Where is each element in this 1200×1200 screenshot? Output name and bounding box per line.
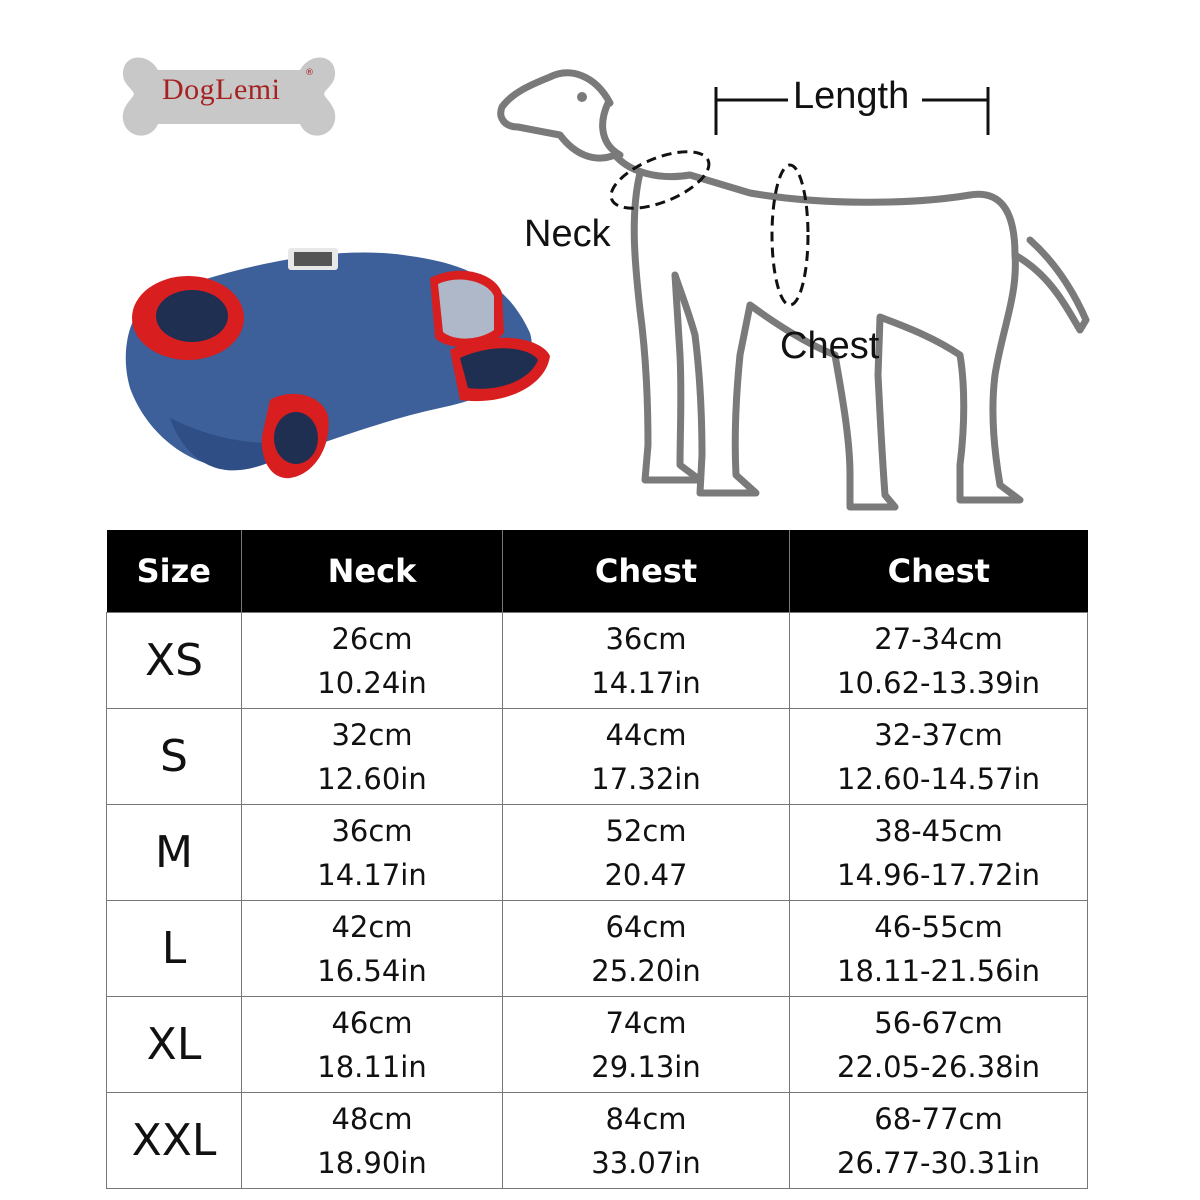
neck-cm: 36cm	[331, 813, 413, 848]
chest-range-cell	[790, 1093, 1088, 1189]
header-chest-range: Chest	[790, 530, 1088, 613]
size-cell: XL	[107, 997, 242, 1093]
table-row	[107, 901, 1088, 997]
neck-cm: 32cm	[331, 717, 413, 752]
neck-cell	[242, 997, 503, 1093]
chest-cm: 74cm	[605, 1005, 687, 1040]
neck-cm: 26cm	[331, 621, 413, 656]
table-row	[107, 1093, 1088, 1189]
chest-range-cm: 27-34cm	[874, 621, 1003, 656]
chest-range-cell	[790, 613, 1088, 709]
chest-in: 17.32in	[591, 761, 701, 796]
chest-range-cell	[790, 805, 1088, 901]
size-chart-table	[106, 530, 1088, 1189]
header-chest: Chest	[503, 530, 790, 613]
size-cell: XXL	[107, 1093, 242, 1189]
size-cell: M	[107, 805, 242, 901]
chest-range-cell	[790, 709, 1088, 805]
chest-cell	[503, 901, 790, 997]
neck-in: 14.17in	[317, 857, 427, 892]
neck-in: 18.11in	[317, 1049, 427, 1084]
neck-in: 10.24in	[317, 665, 427, 700]
size-cell: XS	[107, 613, 242, 709]
chest-range-cm: 68-77cm	[874, 1101, 1003, 1136]
chest-cell	[503, 997, 790, 1093]
chest-in: 14.17in	[591, 665, 701, 700]
chest-range-in: 26.77-30.31in	[837, 1145, 1040, 1180]
neck-in: 12.60in	[317, 761, 427, 796]
chest-range-cm: 32-37cm	[874, 717, 1003, 752]
neck-cm: 46cm	[331, 1005, 413, 1040]
chest-range-cm: 56-67cm	[874, 1005, 1003, 1040]
chest-range-in: 22.05-26.38in	[837, 1049, 1040, 1084]
neck-cell	[242, 1093, 503, 1189]
table-row	[107, 997, 1088, 1093]
chest-in: 20.47	[604, 857, 688, 892]
neck-in: 18.90in	[317, 1145, 427, 1180]
chest-range-cm: 46-55cm	[874, 909, 1003, 944]
chest-cm: 64cm	[605, 909, 687, 944]
chest-range-in: 14.96-17.72in	[837, 857, 1040, 892]
chest-in: 33.07in	[591, 1145, 701, 1180]
chest-cell	[503, 613, 790, 709]
header-size: Size	[107, 530, 242, 613]
header-neck: Neck	[242, 530, 503, 613]
chest-cell	[503, 1093, 790, 1189]
brand-name: DogLemi	[162, 73, 281, 106]
table-row	[107, 613, 1088, 709]
chest-range-cm: 38-45cm	[874, 813, 1003, 848]
chest-range-in: 18.11-21.56in	[837, 953, 1040, 988]
chest-cm: 52cm	[605, 813, 687, 848]
neck-cell	[242, 613, 503, 709]
neck-cm: 42cm	[331, 909, 413, 944]
chest-range-cell	[790, 997, 1088, 1093]
chest-in: 29.13in	[591, 1049, 701, 1084]
dog-measurement-diagram	[490, 55, 1100, 525]
chest-cm: 44cm	[605, 717, 687, 752]
table-row	[107, 709, 1088, 805]
neck-cell	[242, 901, 503, 997]
size-cell: L	[107, 901, 242, 997]
chest-cm: 84cm	[605, 1101, 687, 1136]
chest-range-in: 10.62-13.39in	[837, 665, 1040, 700]
chest-cell	[503, 709, 790, 805]
registered-mark: ®	[305, 68, 314, 78]
size-cell: S	[107, 709, 242, 805]
chest-cell	[503, 805, 790, 901]
neck-cell	[242, 805, 503, 901]
length-label: Length	[793, 75, 910, 117]
chest-in: 25.20in	[591, 953, 701, 988]
neck-in: 16.54in	[317, 953, 427, 988]
neck-label: Neck	[524, 213, 611, 255]
neck-cm: 48cm	[331, 1101, 413, 1136]
chest-range-in: 12.60-14.57in	[837, 761, 1040, 796]
table-header-row	[107, 530, 1088, 613]
brand-logo	[118, 46, 340, 146]
recovery-suit-image	[110, 238, 555, 488]
chest-label: Chest	[780, 325, 880, 367]
neck-cell	[242, 709, 503, 805]
chest-range-cell	[790, 901, 1088, 997]
table-row	[107, 805, 1088, 901]
chest-cm: 36cm	[605, 621, 687, 656]
